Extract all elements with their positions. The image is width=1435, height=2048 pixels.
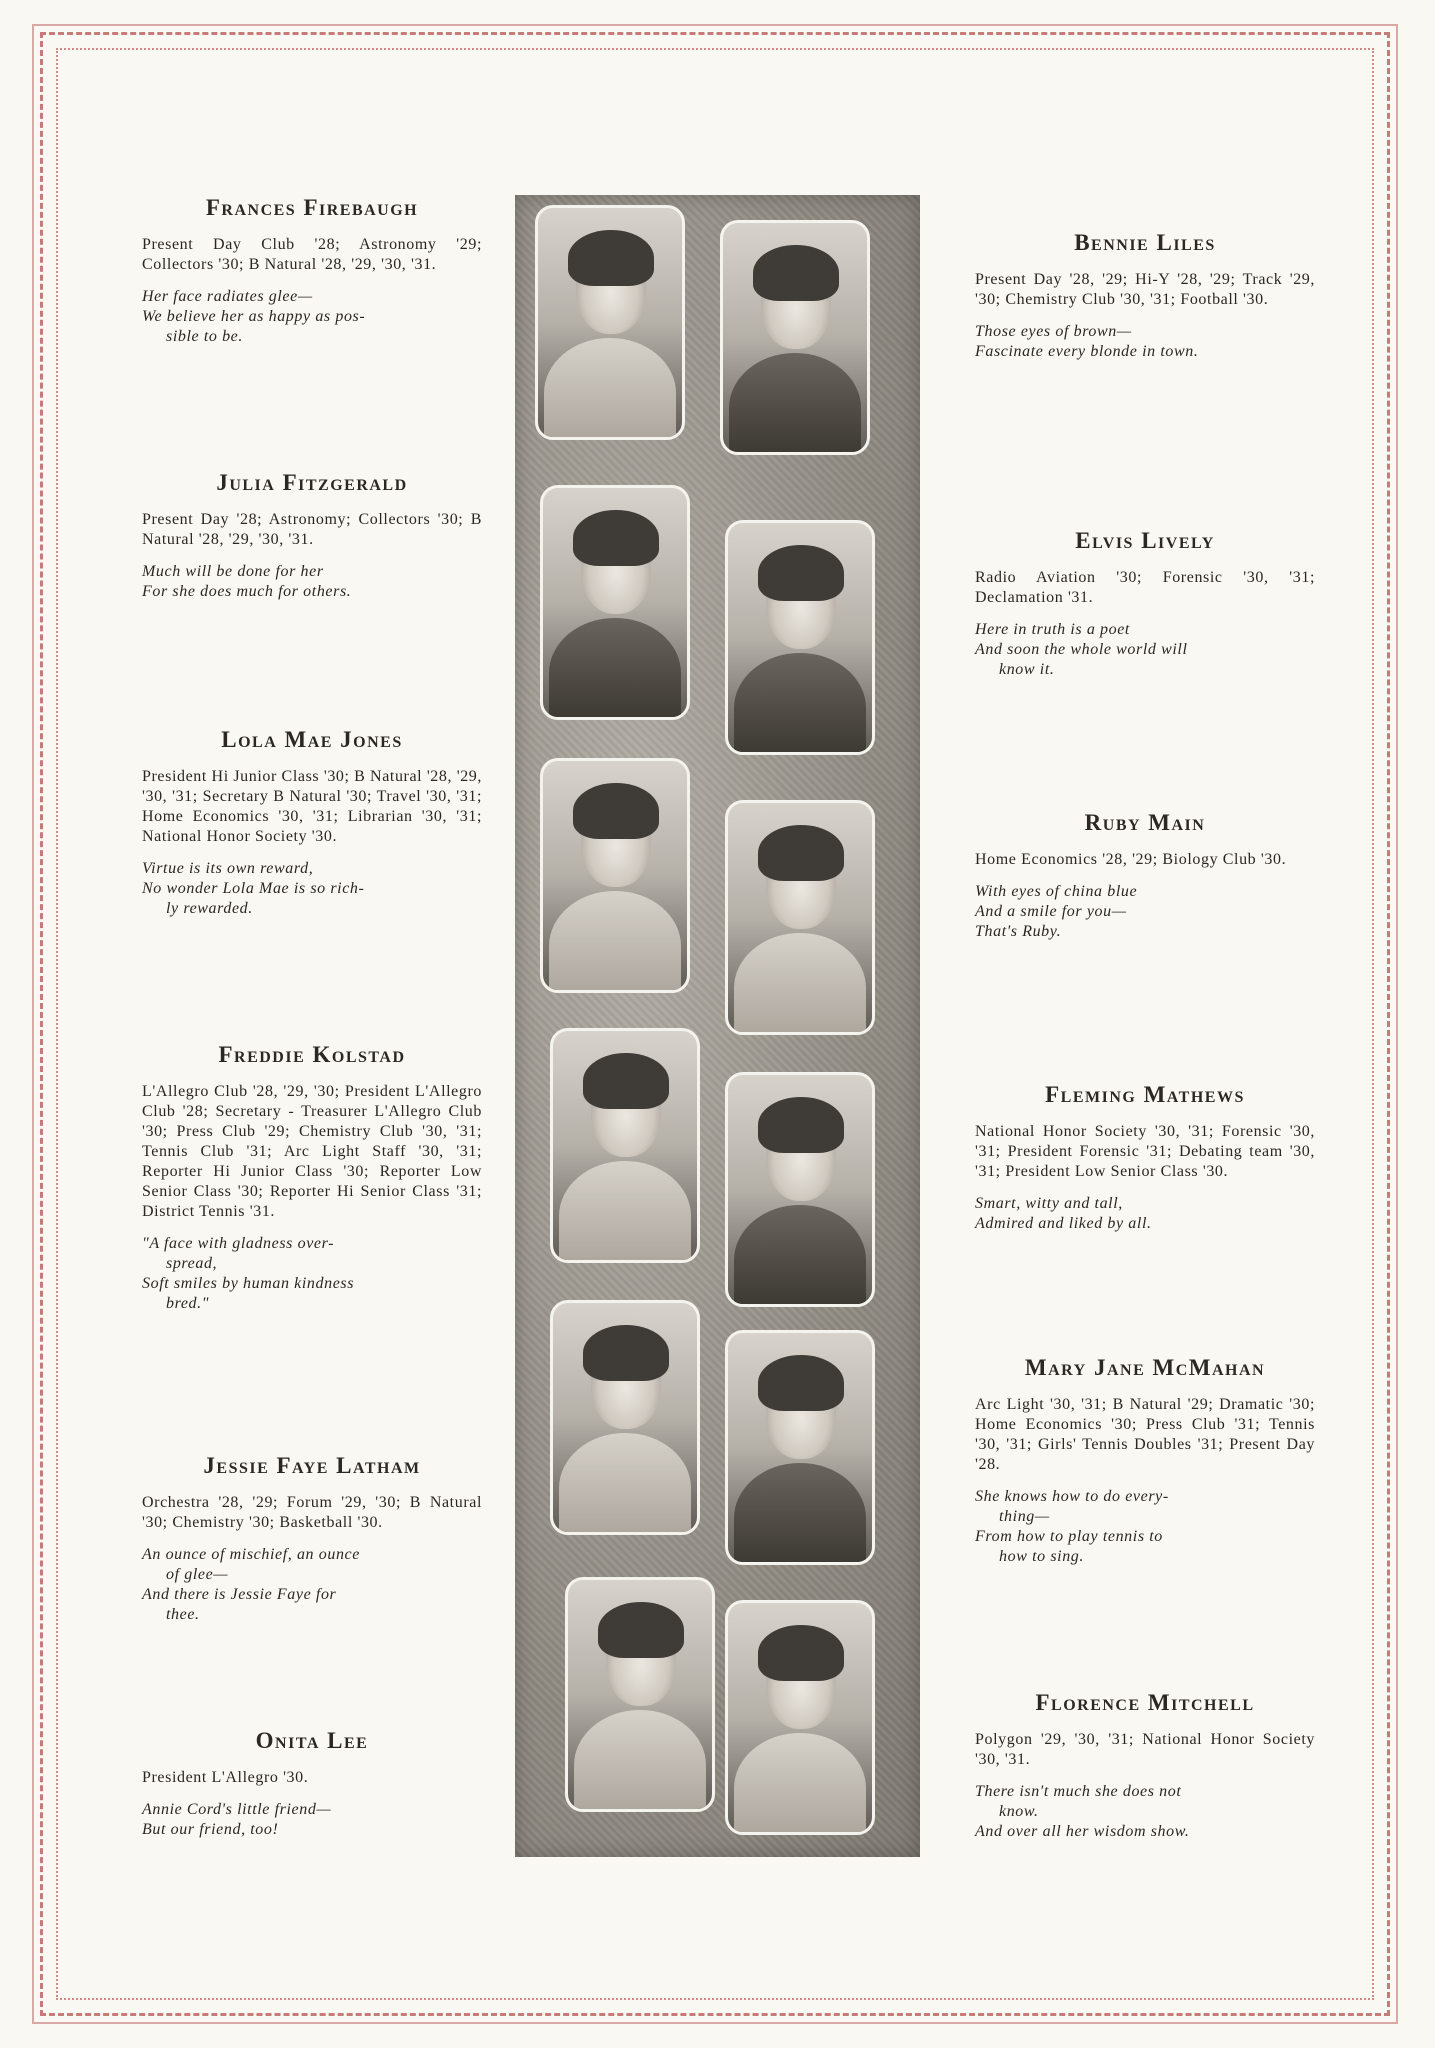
student-activities: Present Day '28; Astronomy; Collectors '30; B Natural '28, '29, '30, '31. — [142, 511, 482, 548]
student-name: Elvis Lively — [1075, 528, 1215, 553]
student-verse — [975, 1487, 1315, 1567]
student-name: Frances Firebaugh — [205, 195, 419, 220]
verse-line: Here in truth is a poet — [975, 621, 1130, 638]
student-entry-freddie-kolstad — [142, 1042, 482, 1314]
student-verse — [975, 1194, 1315, 1234]
student-verse — [975, 1782, 1315, 1842]
verse-line: Virtue is its own reward, — [142, 860, 314, 877]
student-activities: Polygon '29, '30, '31; National Honor Society '30, '31. — [975, 1731, 1315, 1768]
student-activities: Radio Aviation '30; Forensic '30, '31; Declamation '31. — [975, 569, 1315, 606]
portrait-mary-jane-mcmahan — [725, 1330, 875, 1565]
student-activities: Present Day Club '28; Astronomy '29; Collectors '30; B Natural '28, '29, '30, '31. — [142, 236, 482, 273]
verse-line: She knows how to do every- — [975, 1488, 1169, 1505]
verse-line: ly rewarded. — [166, 900, 253, 917]
student-verse — [975, 620, 1315, 680]
verse-line: Annie Cord's little friend— — [142, 1801, 332, 1818]
student-verse — [142, 859, 482, 919]
student-name: Onita Lee — [255, 1728, 369, 1753]
student-name: Lola Mae Jones — [221, 727, 403, 752]
student-entry-mary-jane-mcmahan — [975, 1355, 1315, 1567]
student-entry-fleming-mathews — [975, 1082, 1315, 1234]
verse-line: For she does much for others. — [142, 583, 352, 600]
verse-line: "A face with gladness over- — [142, 1235, 335, 1252]
verse-line: Fascinate every blonde in town. — [975, 343, 1199, 360]
photo-strip — [515, 195, 920, 1857]
portrait-fleming-mathews — [725, 1072, 875, 1307]
portrait-florence-mitchell — [725, 1600, 875, 1835]
verse-line: And over all her wisdom show. — [975, 1823, 1190, 1840]
student-entry-elvis-lively — [975, 528, 1315, 680]
verse-line: sible to be. — [166, 328, 243, 345]
student-verse — [142, 562, 482, 602]
student-name: Julia Fitzgerald — [216, 470, 408, 495]
student-verse — [142, 1234, 482, 1314]
verse-line: There isn't much she does not — [975, 1783, 1182, 1800]
portrait-frances-firebaugh — [535, 205, 685, 440]
student-activities: Orchestra '28, '29; Forum '29, '30; B Natural '30; Chemistry '30; Basketball '30. — [142, 1494, 482, 1531]
student-verse — [975, 322, 1315, 362]
student-entry-jessie-faye-latham — [142, 1453, 482, 1625]
student-entry-frances-firebaugh — [142, 195, 482, 347]
verse-line: And soon the whole world will — [975, 641, 1188, 658]
student-name: Florence Mitchell — [1035, 1690, 1255, 1715]
portrait-julia-fitzgerald — [540, 485, 690, 720]
verse-line: of glee— — [166, 1566, 229, 1583]
verse-line: From how to play tennis to — [975, 1528, 1163, 1545]
student-name: Fleming Mathews — [1045, 1082, 1245, 1107]
student-entry-julia-fitzgerald — [142, 470, 482, 602]
portrait-elvis-lively — [725, 520, 875, 755]
verse-line: spread, — [166, 1255, 218, 1272]
verse-line: An ounce of mischief, an ounce — [142, 1546, 360, 1563]
portrait-onita-lee — [565, 1577, 715, 1812]
student-activities: Arc Light '30, '31; B Natural '29; Dramatic '30; Home Economics '30; Press Club '31; Tennis '30, '31; Girls' Tennis Doubles '31; Present Day '28. — [975, 1396, 1315, 1473]
verse-line: Much will be done for her — [142, 563, 324, 580]
student-entry-ruby-main — [975, 810, 1315, 942]
portrait-bennie-liles — [720, 220, 870, 455]
student-name: Ruby Main — [1084, 810, 1206, 835]
verse-line: bred." — [166, 1295, 210, 1312]
student-name: Bennie Liles — [1074, 230, 1216, 255]
student-verse — [142, 1545, 482, 1625]
portrait-freddie-kolstad — [550, 1028, 700, 1263]
verse-line: Her face radiates glee— — [142, 288, 313, 305]
verse-line: know it. — [999, 661, 1055, 678]
verse-line: thing— — [999, 1508, 1050, 1525]
verse-line: Those eyes of brown— — [975, 323, 1132, 340]
student-entry-lola-mae-jones — [142, 727, 482, 919]
student-activities: Home Economics '28, '29; Biology Club '30. — [975, 851, 1287, 868]
verse-line: Smart, witty and tall, — [975, 1195, 1123, 1212]
verse-line: know. — [999, 1803, 1039, 1820]
student-name: Mary Jane McMahan — [1024, 1355, 1266, 1380]
student-activities: President Hi Junior Class '30; B Natural '28, '29, '30, '31; Secretary B Natural '30; Travel '30, '31; Home Economics '30, '31; Librarian '30, '31; National Honor Society '30. — [142, 768, 482, 845]
student-entry-florence-mitchell — [975, 1690, 1315, 1842]
verse-line: With eyes of china blue — [975, 883, 1138, 900]
student-activities: President L'Allegro '30. — [142, 1769, 309, 1786]
student-verse — [975, 882, 1315, 942]
student-verse — [142, 287, 482, 347]
verse-line: And a smile for you— — [975, 903, 1127, 920]
portrait-jessie-faye-latham — [550, 1300, 700, 1535]
verse-line: how to sing. — [999, 1548, 1084, 1565]
student-name: Freddie Kolstad — [218, 1042, 406, 1067]
student-entry-bennie-liles — [975, 230, 1315, 362]
verse-line: Admired and liked by all. — [975, 1215, 1152, 1232]
student-verse — [142, 1800, 482, 1840]
student-entry-onita-lee — [142, 1728, 482, 1840]
verse-line: thee. — [166, 1606, 200, 1623]
portrait-ruby-main — [725, 800, 875, 1035]
student-name: Jessie Faye Latham — [203, 1453, 421, 1478]
verse-line: Soft smiles by human kindness — [142, 1275, 355, 1292]
verse-line: We believe her as happy as pos- — [142, 308, 366, 325]
verse-line: No wonder Lola Mae is so rich- — [142, 880, 365, 897]
student-activities: National Honor Society '30, '31; Forensic '30, '31; President Forensic '31; Debating team '30, '31; President Low Senior Class '30. — [975, 1123, 1315, 1180]
verse-line: But our friend, too! — [142, 1821, 279, 1838]
portrait-lola-mae-jones — [540, 758, 690, 993]
verse-line: That's Ruby. — [975, 923, 1062, 940]
student-activities: Present Day '28, '29; Hi-Y '28, '29; Track '29, '30; Chemistry Club '30, '31; Football '30. — [975, 271, 1315, 308]
student-activities: L'Allegro Club '28, '29, '30; President L'Allegro Club '28; Secretary - Treasurer L'Allegro Club '30; Press Club '29; Chemistry Club '30, '31; Tennis Club '31; Arc Light Staff '30, '31; Reporter Hi Junior Class '30; Reporter Low Senior Class '30; Reporter Hi Senior Class '31; District Tennis '31. — [142, 1083, 482, 1220]
verse-line: And there is Jessie Faye for — [142, 1586, 337, 1603]
